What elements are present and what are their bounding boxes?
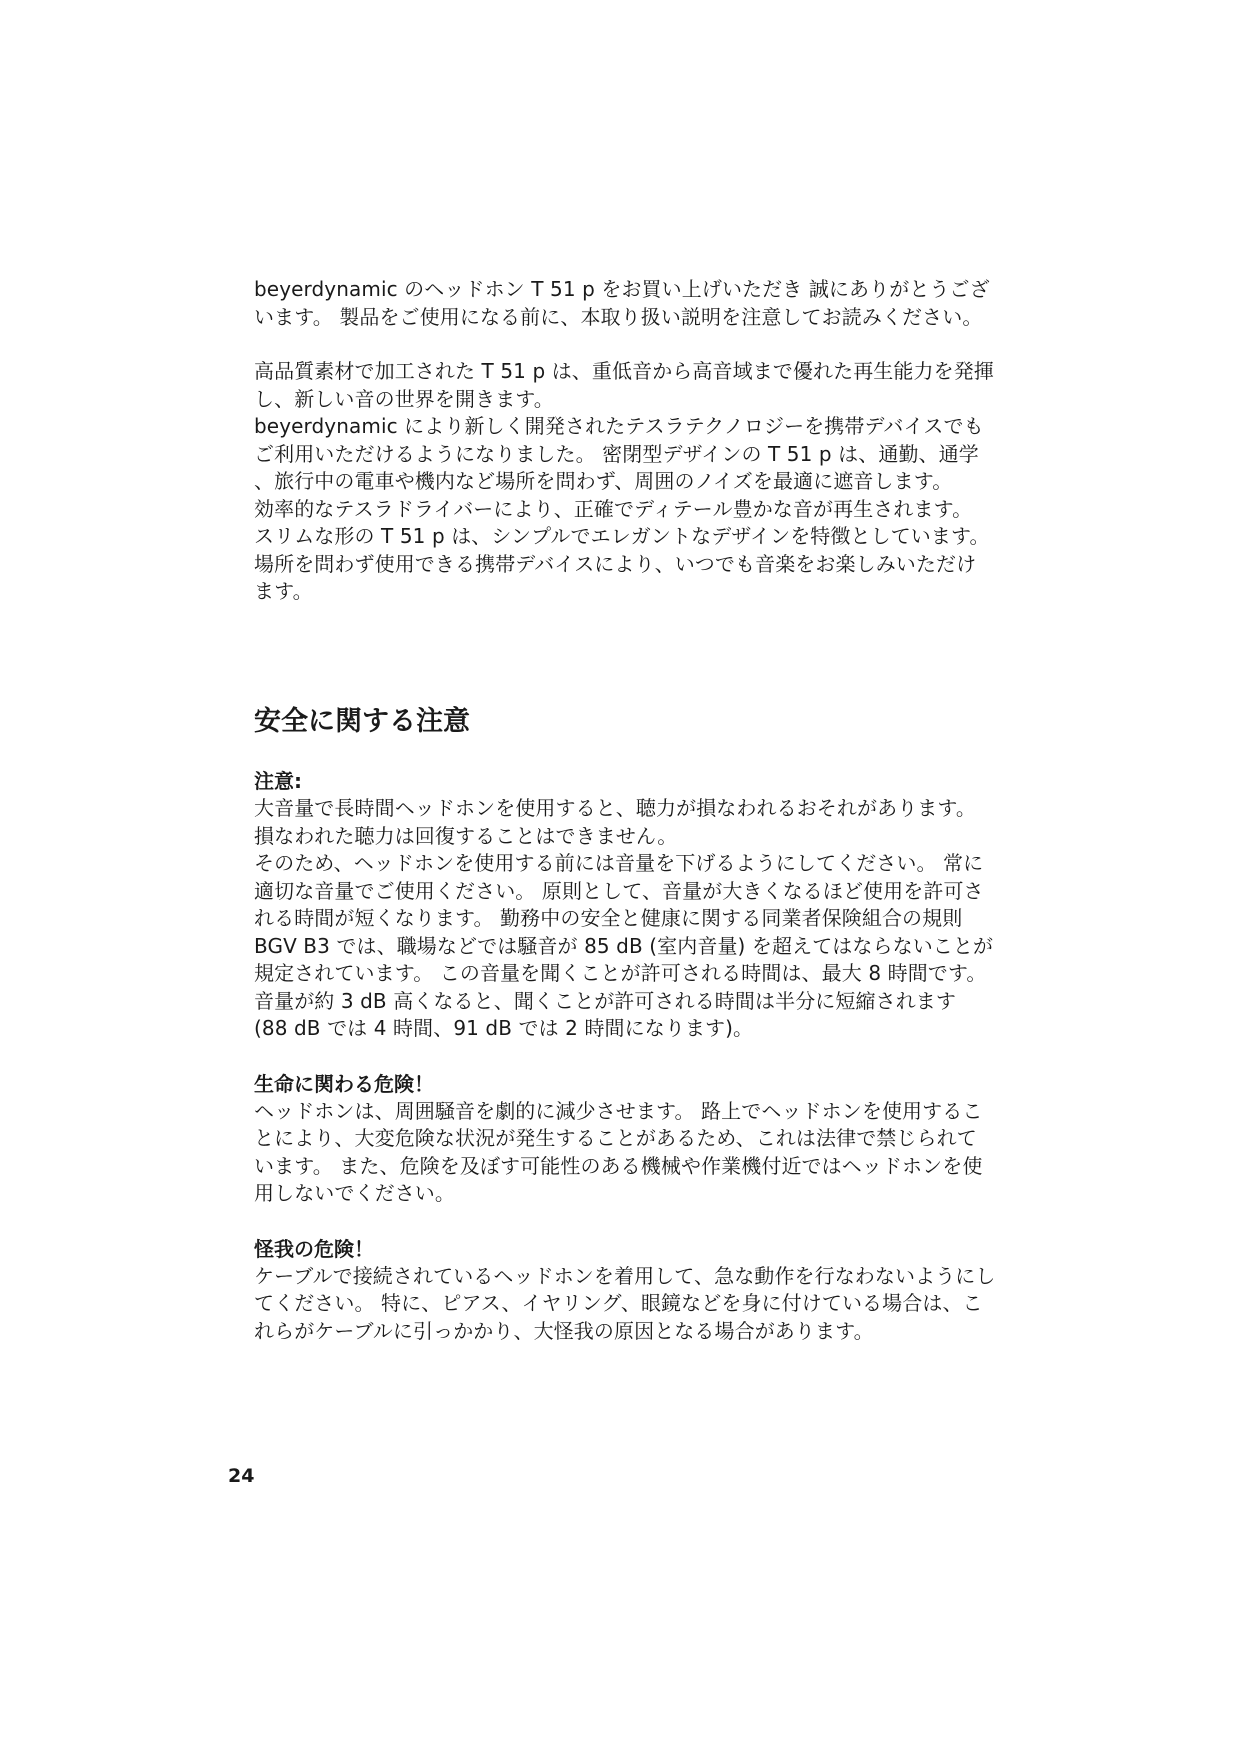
text-line: 音量が約 3 dB 高くなると、聞くことが許可される時間は半分に短縮されます (254, 988, 957, 1013)
text-line: 適切な音量でご使用ください。 原則として、音量が大きくなるほど使用を許可さ (254, 878, 984, 903)
text-line: beyerdynamic のヘッドホン T 51 p をお買い上げいただき 誠にありがとうござ (254, 277, 990, 301)
text-line: 、旅行中の電車や機内など場所を問わず、周囲のノイズを最適に遮音します。 (254, 469, 953, 493)
danger-injury-heading: 怪我の危険！ (254, 1236, 374, 1261)
text-line: 場所を問わず使用できる携帯デバイスにより、いつでも音楽をお楽しみいただけ (254, 551, 977, 576)
text-line: し、新しい音の世界を開きます。 (254, 386, 554, 411)
text-line: 損なわれた聴力は回復することはできません。 (254, 823, 678, 848)
text-line: 効率的なテスラドライバーにより、正確でディテール豊かな音が再生されます。 (254, 496, 973, 521)
text-line: 用しないでください。 (254, 1181, 455, 1205)
text-line: います。 製品をご使用になる前に、本取り扱い説明を注意してお読みください。 (254, 304, 983, 329)
danger-life-heading: 生命に関わる危険！ (254, 1071, 434, 1096)
caution-heading: 注意: (254, 769, 302, 793)
text-line: ケーブルで接続されているヘッドホンを着用して、急な動作を行なわないようにし (254, 1263, 996, 1288)
text-line: れらがケーブルに引っかかり、大怪我の原因となる場合があります。 (254, 1318, 874, 1343)
text-line: ご利用いただけるようになりました。 密閉型デザインの T 51 p は、通勤、通学 (254, 441, 979, 466)
caution-block (254, 767, 1024, 1043)
text-line: BGV B3 では、職場などでは騒音が 85 dB (室内音量) を超えてはならないことが (254, 933, 994, 958)
text-line: (88 dB では 4 時間、91 dB では 2 時間になります)。 (254, 1016, 754, 1040)
text-line: スリムな形の T 51 p は、シンプルでエレガントなデザインを特徴としています。 (254, 524, 990, 548)
text-line: れる時間が短くなります。 勤務中の安全と健康に関する同業者保険組合の規則 (254, 906, 963, 930)
danger-injury-block (254, 1235, 1024, 1346)
text-line: てください。 特に、ピアス、イヤリング、眼鏡などを身に付けている場合は、こ (254, 1291, 983, 1315)
text-line: ヘッドホンは、周囲騒音を劇的に減少させます。 路上でヘッドホンを使用するこ (254, 1098, 983, 1123)
text-line: います。 また、危険を及ぼす可能性のある機械や作業機付近ではヘッドホンを使 (254, 1153, 983, 1178)
text-line: 規定されています。 この音量を聞くことが許可される時間は、最大 8 時間です。 (254, 961, 987, 985)
text-line: 大音量で長時間ヘッドホンを使用すると、聴力が損なわれるおそれがあります。 (254, 796, 976, 820)
danger-life-block (254, 1070, 1024, 1208)
intro-paragraph-2 (254, 358, 1024, 606)
safety-section (254, 767, 1024, 1345)
page-number: 24 (228, 1465, 255, 1487)
intro-section (254, 276, 1024, 606)
text-line: とにより、大変危険な状況が発生することがあるため、これは法律で禁じられて (254, 1126, 977, 1150)
intro-paragraph-1 (254, 276, 1024, 331)
text-line: そのため、ヘッドホンを使用する前には音量を下げるようにしてください。 常に (254, 851, 984, 875)
safety-section-title: 安全に関する注意 (254, 706, 470, 737)
text-line: 高品質素材で加工された T 51 p は、重低音から高音域まで優れた再生能力を発揮 (254, 359, 994, 383)
text-line: ます。 (254, 579, 313, 603)
text-line: beyerdynamic により新しく開発されたテスラテクノロジーを携帯デバイスでも (254, 414, 984, 438)
